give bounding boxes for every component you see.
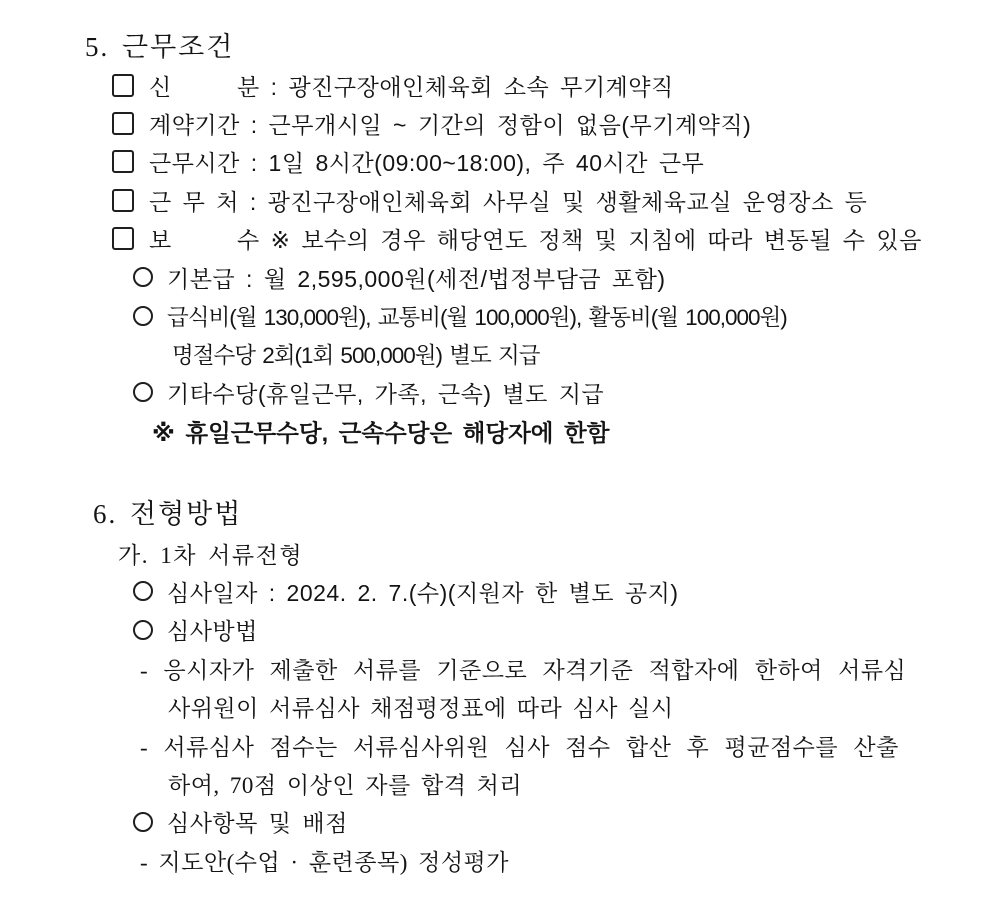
item-holiday-bonus-text: 명절수당 2회(1회 500,000원) 별도 지급 <box>172 342 540 368</box>
method-detail-line1-text: - 응시자가 제출한 서류를 기준으로 자격기준 적합자에 한하여 서류심 <box>140 657 907 683</box>
item-contract-period <box>0 104 992 142</box>
circle-bullet-icon <box>133 812 153 832</box>
item-contract-period-text: 계약기간 : 근무개시일 ~ 기간의 정함이 없음(무기계약직) <box>149 112 752 139</box>
item-allowances-text: 급식비(월 130,000원), 교통비(월 100,000원), 활동비(월 100,000원) <box>167 304 787 330</box>
method-detail-line2-text: 사위원이 서류심사 채점평정표에 따라 심사 실시 <box>168 696 674 722</box>
item-allowances <box>0 296 992 334</box>
section6-heading <box>0 490 992 534</box>
circle-bullet-icon <box>133 581 153 601</box>
checkbox-icon <box>112 150 134 173</box>
criteria-detail-line1-text: - 지도안(수업 · 훈련종목) 정성평가 <box>140 849 509 875</box>
item-base-salary-text: 기본급 : 월 2,595,000원(세전/법정부담금 포함) <box>167 265 666 292</box>
method-detail-line1 <box>0 649 992 687</box>
note-allowance-eligibility <box>0 412 992 450</box>
circle-bullet-icon <box>133 267 153 287</box>
item-status-text: 신 분 : 광진구장애인체육회 소속 무기계약직 <box>149 73 674 100</box>
item-work-hours <box>0 143 992 181</box>
section6-heading-text: 6. 전형방법 <box>93 499 243 530</box>
item-status <box>0 66 992 104</box>
checkbox-icon <box>112 227 134 250</box>
method-detail-line4 <box>0 764 992 802</box>
step1-heading <box>0 534 992 572</box>
section5-heading-text: 5. 근무조건 <box>85 31 235 62</box>
item-review-criteria <box>0 803 992 841</box>
step1-heading-text: 가. 1차 서류전형 <box>118 542 304 568</box>
item-pay-text: 보 수 ※ 보수의 경우 해당연도 정책 및 지침에 따라 변동될 수 있음 <box>149 227 922 254</box>
checkbox-icon <box>112 74 134 97</box>
item-review-method <box>0 611 992 649</box>
item-other-allowances-text: 기타수당(휴일근무, 가족, 근속) 별도 지급 <box>167 380 605 407</box>
item-work-hours-text: 근무시간 : 1일 8시간(09:00~18:00), 주 40시간 근무 <box>149 150 705 177</box>
item-workplace <box>0 181 992 219</box>
item-pay <box>0 220 992 258</box>
item-holiday-bonus <box>0 335 992 373</box>
checkbox-icon <box>112 112 134 135</box>
section5-heading <box>0 22 992 66</box>
item-review-criteria-text: 심사항목 및 배점 <box>167 810 348 837</box>
item-base-salary <box>0 258 992 296</box>
criteria-detail-line1 <box>0 841 992 879</box>
note-allowance-eligibility-text: ※ 휴일근무수당, 근속수당은 해당자에 한함 <box>152 419 610 446</box>
item-workplace-text: 근 무 처 : 광진구장애인체육회 사무실 및 생활체육교실 운영장소 등 <box>149 188 868 215</box>
item-review-method-text: 심사방법 <box>167 618 258 645</box>
item-other-allowances <box>0 373 992 411</box>
method-detail-line3-text: - 서류심사 점수는 서류심사위원 심사 점수 합산 후 평균점수를 산출 <box>140 734 899 760</box>
method-detail-line3 <box>0 726 992 764</box>
method-detail-line4-text: 하여, 70점 이상인 자를 합격 처리 <box>168 772 523 798</box>
item-review-date-text: 심사일자 : 2024. 2. 7.(수)(지원자 한 별도 공지) <box>167 579 679 606</box>
circle-bullet-icon <box>133 306 153 326</box>
circle-bullet-icon <box>133 382 153 402</box>
method-detail-line2 <box>0 687 992 725</box>
item-review-date <box>0 572 992 610</box>
checkbox-icon <box>112 189 134 212</box>
circle-bullet-icon <box>133 620 153 640</box>
